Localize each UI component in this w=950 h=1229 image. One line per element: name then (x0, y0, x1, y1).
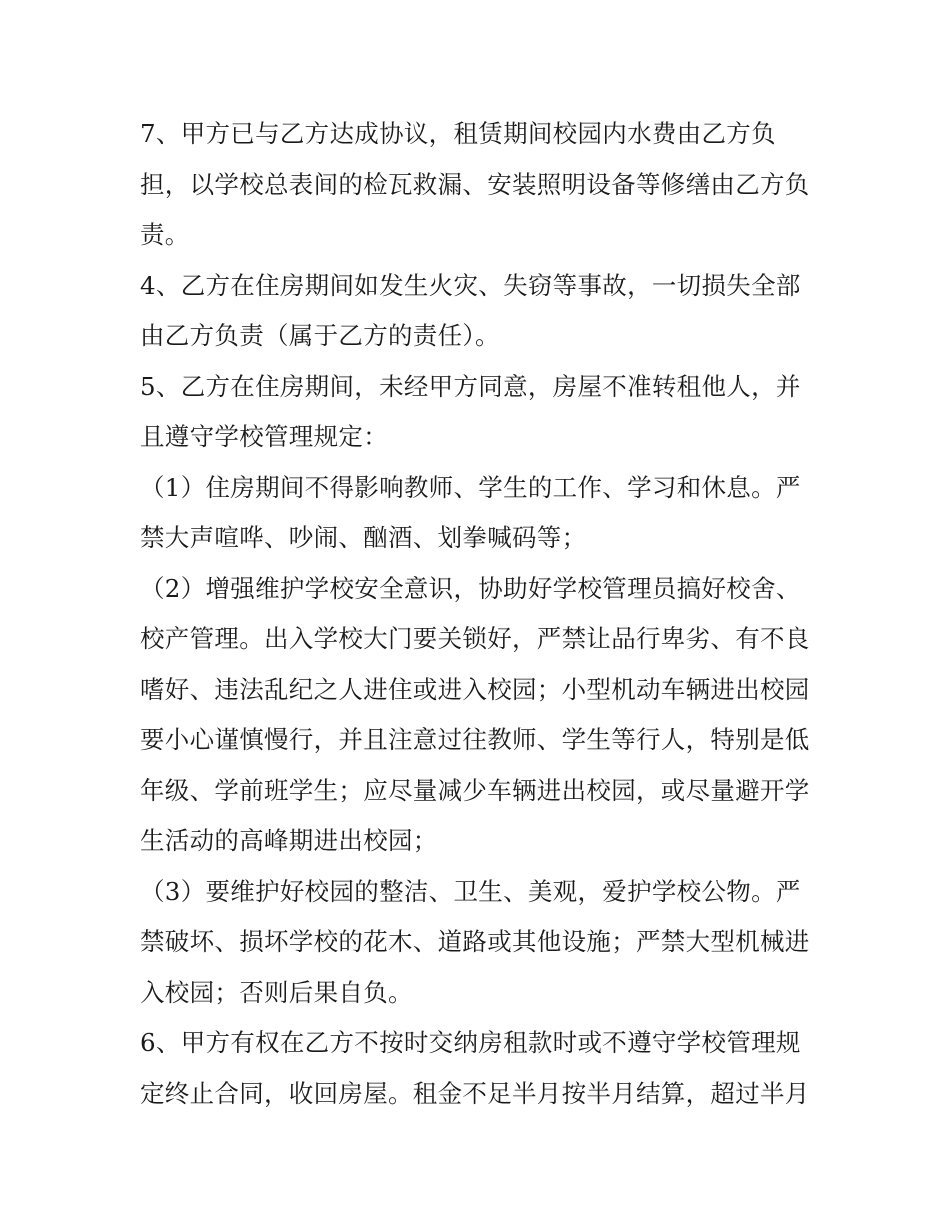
paragraph-clause-5 (140, 362, 820, 463)
paragraph-sub-item-2 (140, 564, 820, 867)
text-line: 6、甲方有权在乙方不按时交纳房租款时或不遵守学校管理规 (140, 1028, 801, 1057)
text-line: 要小心谨慎慢行，并且注意过往教师、学生等行人，特别是低 (140, 725, 810, 754)
text-line: 5、乙方在住房期间，未经甲方同意，房屋不准转租他人，并 (140, 371, 801, 401)
text-line: （1）住房期间不得影响教师、学生的工作、学习和休息。严 (140, 472, 801, 502)
text-line: 7、甲方已与乙方达成协议，租赁期间校园内水费由乙方负 (140, 119, 776, 148)
paragraph-sub-item-3 (140, 867, 820, 1019)
text-line: （2）增强维护学校安全意识，协助好学校管理员搞好校舍、 (140, 573, 801, 603)
text-line: 嗜好、违法乱纪之人进住或进入校园；小型机动车辆进出校园 (140, 674, 810, 704)
text-line: 4、乙方在住房期间如发生火灾、失窃等事故，一切损失全部 (140, 270, 801, 300)
text-line: 担，以学校总表间的检瓦救漏、安装照明设备等修缮由乙方负 (140, 169, 810, 199)
text-line: 定终止合同，收回房屋。租金不足半月按半月结算，超过半月 (140, 1078, 810, 1108)
paragraph-sub-item-1 (140, 463, 820, 564)
paragraph-clause-7 (140, 109, 820, 261)
paragraph-clause-6 (140, 1018, 820, 1119)
text-line: 生活动的高峰期进出校园； (140, 826, 438, 855)
text-line: 由乙方负责（属于乙方的责任）。 (140, 321, 500, 350)
text-line: 责。 (140, 220, 190, 249)
text-line: 年级、学前班学生；应尽量减少车辆进出校园，或尽量避开学 (140, 775, 810, 805)
text-line: （3）要维护好校园的整洁、卫生、美观，爱护学校公物。严 (140, 876, 801, 906)
text-line: 入校园；否则后果自负。 (140, 977, 413, 1007)
text-line: 禁破坏、损坏学校的花木、道路或其他设施；严禁大型机械进 (140, 927, 810, 956)
text-line: 禁大声喧哗、吵闹、酗酒、划拳喊码等； (140, 523, 587, 552)
paragraph-clause-4 (140, 261, 820, 362)
text-line: 校产管理。出入学校大门要关锁好，严禁让品行卑劣、有不良 (140, 624, 810, 653)
text-line: 且遵守学校管理规定： (140, 422, 388, 451)
document-body (140, 109, 820, 1119)
